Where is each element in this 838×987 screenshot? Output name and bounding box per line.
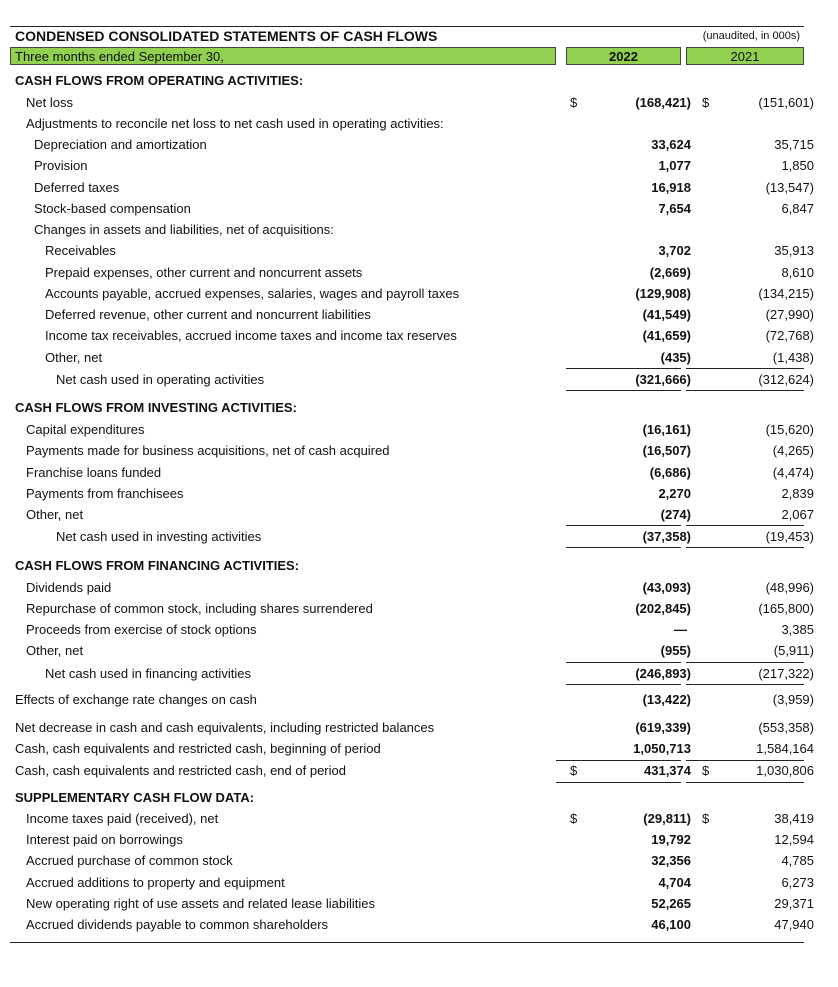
table-row [10, 348, 814, 368]
table-row [10, 599, 814, 619]
value-2022: (41,549) [642, 307, 691, 322]
header-top-rule [10, 26, 804, 27]
row-label: CASH FLOWS FROM OPERATING ACTIVITIES: [15, 73, 304, 88]
value-2022: (955) [660, 643, 691, 658]
footer-rule [10, 942, 804, 943]
row-label: Depreciation and amortization [34, 137, 207, 152]
value-2022: — [674, 622, 687, 637]
value-2021: (13,547) [765, 180, 814, 195]
value-2022: (202,845) [635, 601, 691, 616]
table-row [10, 809, 814, 829]
value-2021: 1,584,164 [756, 741, 814, 756]
dollar-sign: $ [570, 811, 578, 826]
value-2021: (312,624) [758, 372, 814, 387]
total-underline [566, 684, 681, 685]
value-2021: 29,371 [774, 896, 814, 911]
table-row [10, 641, 814, 661]
section-heading-investing [10, 398, 804, 418]
value-2022: (435) [660, 350, 691, 365]
table-row [10, 894, 814, 914]
row-label: Income taxes paid (received), net [26, 811, 219, 826]
value-2022: 4,704 [658, 875, 691, 890]
subtotal-rule [566, 662, 681, 663]
unaudited-note: (unaudited, in 000s) [702, 30, 800, 42]
table-row [10, 199, 814, 219]
table-row [10, 284, 814, 304]
value-2022: (37,358) [642, 529, 691, 544]
value-2021: (217,322) [758, 666, 814, 681]
value-2022: 33,624 [651, 137, 691, 152]
table-row [10, 690, 814, 710]
table-row [10, 463, 814, 483]
dollar-sign: $ [570, 763, 578, 778]
value-2022: 52,265 [651, 896, 691, 911]
table-row [10, 620, 814, 640]
value-2022: (274) [660, 507, 691, 522]
value-2021: 35,913 [774, 243, 814, 258]
value-2021: (1,438) [772, 350, 814, 365]
table-row [10, 739, 814, 759]
value-2022: (29,811) [643, 811, 691, 826]
row-label: Franchise loans funded [26, 465, 162, 480]
subtotal-row [10, 664, 814, 684]
value-2022: (168,421) [635, 95, 691, 110]
value-2021: 35,715 [774, 137, 814, 152]
subtotal-rule [566, 525, 681, 526]
table-row [10, 441, 814, 461]
subtotal-row [10, 527, 814, 547]
value-2022: (321,666) [635, 372, 691, 387]
row-label: Payments made for business acquisitions, net of cash acquired [26, 443, 390, 458]
value-2022: 431,374 [644, 763, 691, 778]
value-2021: 1,030,806 [756, 763, 814, 778]
value-2022: 19,792 [651, 832, 691, 847]
value-2022: (246,893) [635, 666, 691, 681]
value-2022: (41,659) [642, 328, 691, 343]
table-row [10, 326, 814, 346]
value-2021: (3,959) [772, 692, 814, 707]
value-2022: 46,100 [651, 917, 691, 932]
row-label: SUPPLEMENTARY CASH FLOW DATA: [15, 790, 255, 805]
row-label: Payments from franchisees [26, 486, 184, 501]
value-2022: (43,093) [642, 580, 691, 595]
table-row [10, 505, 814, 525]
subtotal-rule [566, 368, 681, 369]
value-2021: (4,265) [772, 443, 814, 458]
value-2022: (16,507) [642, 443, 691, 458]
table-row [10, 305, 814, 325]
row-label: Other, net [45, 350, 103, 365]
table-row [10, 873, 814, 893]
value-2021: 3,385 [781, 622, 814, 637]
row-label: Other, net [26, 507, 84, 522]
row-label: Net cash used in investing activities [56, 529, 262, 544]
dollar-sign: $ [702, 95, 710, 110]
value-2021: 12,594 [774, 832, 814, 847]
dollar-sign: $ [570, 95, 578, 110]
period-label: Three months ended September 30, [10, 47, 556, 65]
table-row [10, 114, 804, 134]
value-2021: (4,474) [772, 465, 814, 480]
total-underline [566, 547, 681, 548]
total-underline [686, 547, 804, 548]
value-2022: (129,908) [635, 286, 691, 301]
row-label: Deferred taxes [34, 180, 120, 195]
row-label: Prepaid expenses, other current and noncurrent assets [45, 265, 363, 280]
value-2021: (15,620) [765, 422, 814, 437]
dollar-sign: $ [702, 811, 710, 826]
value-2021: 6,273 [781, 875, 814, 890]
value-2021: (19,453) [765, 529, 814, 544]
row-label: Cash, cash equivalents and restricted cash, end of period [15, 763, 346, 778]
row-label: Net decrease in cash and cash equivalents, including restricted balances [15, 720, 435, 735]
row-label: Accrued purchase of common stock [26, 853, 233, 868]
value-2022: 1,050,713 [633, 741, 691, 756]
row-label: Accrued additions to property and equipment [26, 875, 285, 890]
section-heading-operating [10, 71, 804, 91]
section-heading-supplementary [10, 788, 804, 808]
value-2022: (6,686) [649, 465, 691, 480]
row-label: Interest paid on borrowings [26, 832, 183, 847]
double-underline [556, 782, 681, 783]
value-2021: (72,768) [765, 328, 814, 343]
value-2022: 3,702 [658, 243, 691, 258]
row-label: CASH FLOWS FROM FINANCING ACTIVITIES: [15, 558, 300, 573]
row-label: Other, net [26, 643, 84, 658]
value-2021: (151,601) [758, 95, 814, 110]
table-row [10, 156, 814, 176]
table-row [10, 484, 814, 504]
table-row [10, 93, 814, 113]
dollar-sign: $ [702, 763, 710, 778]
statement-title: CONDENSED CONSOLIDATED STATEMENTS OF CASH FLOWS [15, 28, 438, 44]
value-2021: (134,215) [758, 286, 814, 301]
row-label: Cash, cash equivalents and restricted cash, beginning of period [15, 741, 381, 756]
row-label: Stock-based compensation [34, 201, 191, 216]
total-underline [686, 684, 804, 685]
row-label: New operating right of use assets and related lease liabilities [26, 896, 376, 911]
value-2022: (13,422) [642, 692, 691, 707]
value-2021: 2,839 [781, 486, 814, 501]
row-label: Net cash used in financing activities [45, 666, 251, 681]
value-2021: 47,940 [774, 917, 814, 932]
row-label: Provision [34, 158, 88, 173]
value-2022: 1,077 [658, 158, 691, 173]
value-2021: (48,996) [765, 580, 814, 595]
total-underline [686, 390, 804, 391]
value-2021: 4,785 [781, 853, 814, 868]
section-heading-financing [10, 556, 804, 576]
row-label: Dividends paid [26, 580, 112, 595]
subtotal-rule [686, 525, 804, 526]
year-header-2021: 2021 [686, 47, 804, 65]
value-2021: (5,911) [773, 643, 814, 658]
row-label: Proceeds from exercise of stock options [26, 622, 257, 637]
row-label: Changes in assets and liabilities, net of acquisitions: [34, 222, 334, 237]
value-2021: 38,419 [774, 811, 814, 826]
row-label: Net loss [26, 95, 73, 110]
subtotal-rule [686, 368, 804, 369]
value-2022: 2,270 [658, 486, 691, 501]
value-2022: (619,339) [635, 720, 691, 735]
value-2021: (553,358) [758, 720, 814, 735]
row-label: Adjustments to reconcile net loss to net cash used in operating activities: [26, 116, 444, 131]
row-label: Deferred revenue, other current and noncurrent liabilities [45, 307, 371, 322]
total-row [10, 761, 814, 781]
value-2021: 6,847 [781, 201, 814, 216]
value-2022: 16,918 [651, 180, 691, 195]
total-underline [566, 390, 681, 391]
table-row [10, 263, 814, 283]
table-row [10, 220, 804, 240]
value-2021: 2,067 [781, 507, 814, 522]
table-row [10, 178, 814, 198]
row-label: Accrued dividends payable to common shareholders [26, 917, 329, 932]
row-label: Receivables [45, 243, 116, 258]
row-label: Income tax receivables, accrued income taxes and income tax reserves [45, 328, 457, 343]
table-row [10, 420, 814, 440]
row-label: Net cash used in operating activities [56, 372, 265, 387]
row-label: Effects of exchange rate changes on cash [15, 692, 257, 707]
value-2022: (2,669) [649, 265, 691, 280]
year-header-2022: 2022 [566, 47, 681, 65]
table-row [10, 851, 814, 871]
value-2022: 32,356 [651, 853, 691, 868]
value-2021: (165,800) [758, 601, 814, 616]
value-2021: (27,990) [765, 307, 814, 322]
row-label: Capital expenditures [26, 422, 145, 437]
table-row [10, 915, 814, 935]
table-row [10, 578, 814, 598]
subtotal-row [10, 370, 814, 390]
row-label: CASH FLOWS FROM INVESTING ACTIVITIES: [15, 400, 297, 415]
table-row [10, 135, 814, 155]
value-2021: 8,610 [781, 265, 814, 280]
double-underline [686, 782, 804, 783]
value-2022: (16,161) [642, 422, 691, 437]
table-row [10, 830, 814, 850]
row-label: Repurchase of common stock, including shares surrendered [26, 601, 373, 616]
value-2021: 1,850 [781, 158, 814, 173]
subtotal-rule [686, 662, 804, 663]
table-row [10, 718, 814, 738]
row-label: Accounts payable, accrued expenses, salaries, wages and payroll taxes [45, 286, 460, 301]
value-2022: 7,654 [658, 201, 691, 216]
table-row [10, 241, 814, 261]
